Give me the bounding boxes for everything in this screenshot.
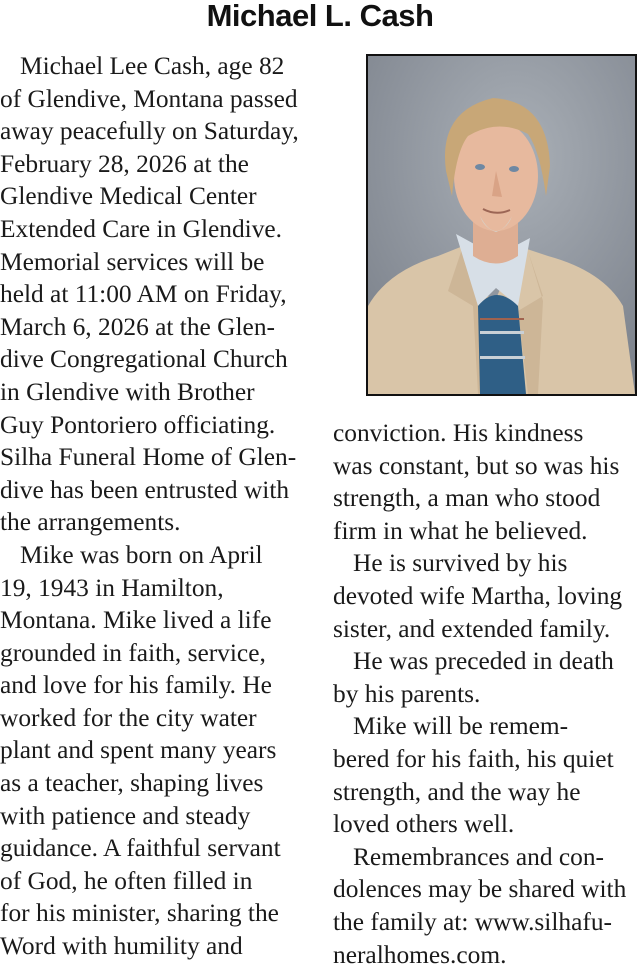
obituary-text-line: strength, and the way he xyxy=(333,776,640,809)
obituary-text-line: dolences may be shared with xyxy=(333,873,640,906)
obituary-text-line: bered for his faith, his quiet xyxy=(333,743,640,776)
obituary-text-line: grounded in faith, service, xyxy=(0,637,330,670)
obituary-text-line: loved others well. xyxy=(333,808,640,841)
obituary-text-line: the family at: www.silhafu- xyxy=(333,906,640,939)
obituary-text-line: held at 11:00 AM on Friday, xyxy=(0,278,330,311)
obituary-text-line: guidance. A faithful servant xyxy=(0,832,330,865)
obituary-text-line: in Glendive with Brother xyxy=(0,376,330,409)
obituary-text-line: for his minister, sharing the xyxy=(0,897,330,930)
obituary-left-column xyxy=(0,50,330,963)
obituary-text-line: dive Congregational Church xyxy=(0,343,330,376)
obituary-text-line: Glendive Medical Center xyxy=(0,180,330,213)
obituary-text-line: Extended Care in Glendive. xyxy=(0,213,330,246)
obituary-text-line: firm in what he believed. xyxy=(333,515,640,548)
obituary-text-line: sister, and extended family. xyxy=(333,613,640,646)
obituary-text-line: Memorial services will be xyxy=(0,246,330,279)
obituary-text-line: Silha Funeral Home of Glen- xyxy=(0,441,330,474)
obituary-text-line: of God, he often filled in xyxy=(0,865,330,898)
obituary-text-line: of Glendive, Montana passed xyxy=(0,83,330,116)
obituary-text-line: plant and spent many years xyxy=(0,734,330,767)
obituary-text-line: neralhomes.com. xyxy=(333,939,640,971)
portrait-photo xyxy=(366,54,637,396)
obituary-text-line: Montana. Mike lived a life xyxy=(0,604,330,637)
obituary-text-line: dive has been entrusted with xyxy=(0,474,330,507)
obituary-text-line: strength, a man who stood xyxy=(333,482,640,515)
obituary-text-line: devoted wife Martha, loving xyxy=(333,580,640,613)
obituary-text-line: was constant, but so was his xyxy=(333,450,640,483)
obituary-right-column xyxy=(333,417,640,971)
obituary-text-line: February 28, 2026 at the xyxy=(0,148,330,181)
obituary-text-line: March 6, 2026 at the Glen- xyxy=(0,311,330,344)
obituary-text-line: He is survived by his xyxy=(333,547,640,580)
obituary-text-line: and love for his family. He xyxy=(0,669,330,702)
obituary-text-line: the arrangements. xyxy=(0,506,330,539)
obituary-text-line: worked for the city water xyxy=(0,702,330,735)
obituary-text-line: Mike will be remem- xyxy=(333,710,640,743)
obituary-text-line: Remembrances and con- xyxy=(333,841,640,874)
obituary-text-line: Michael Lee Cash, age 82 xyxy=(0,50,330,83)
obituary-text-line: Mike was born on April xyxy=(0,539,330,572)
obituary-title: Michael L. Cash xyxy=(0,0,640,34)
obituary-text-line: as a teacher, shaping lives xyxy=(0,767,330,800)
obituary-text-line: by his parents. xyxy=(333,678,640,711)
obituary-text-line: Guy Pontoriero officiating. xyxy=(0,409,330,442)
portrait-illustration xyxy=(368,56,635,394)
obituary-text-line: conviction. His kindness xyxy=(333,417,640,450)
obituary-text-line: Word with humility and xyxy=(0,930,330,963)
obituary-text-line: with patience and steady xyxy=(0,800,330,833)
obituary-text-line: 19, 1943 in Hamilton, xyxy=(0,572,330,605)
obituary-text-line: He was preceded in death xyxy=(333,645,640,678)
obituary-text-line: away peacefully on Saturday, xyxy=(0,115,330,148)
